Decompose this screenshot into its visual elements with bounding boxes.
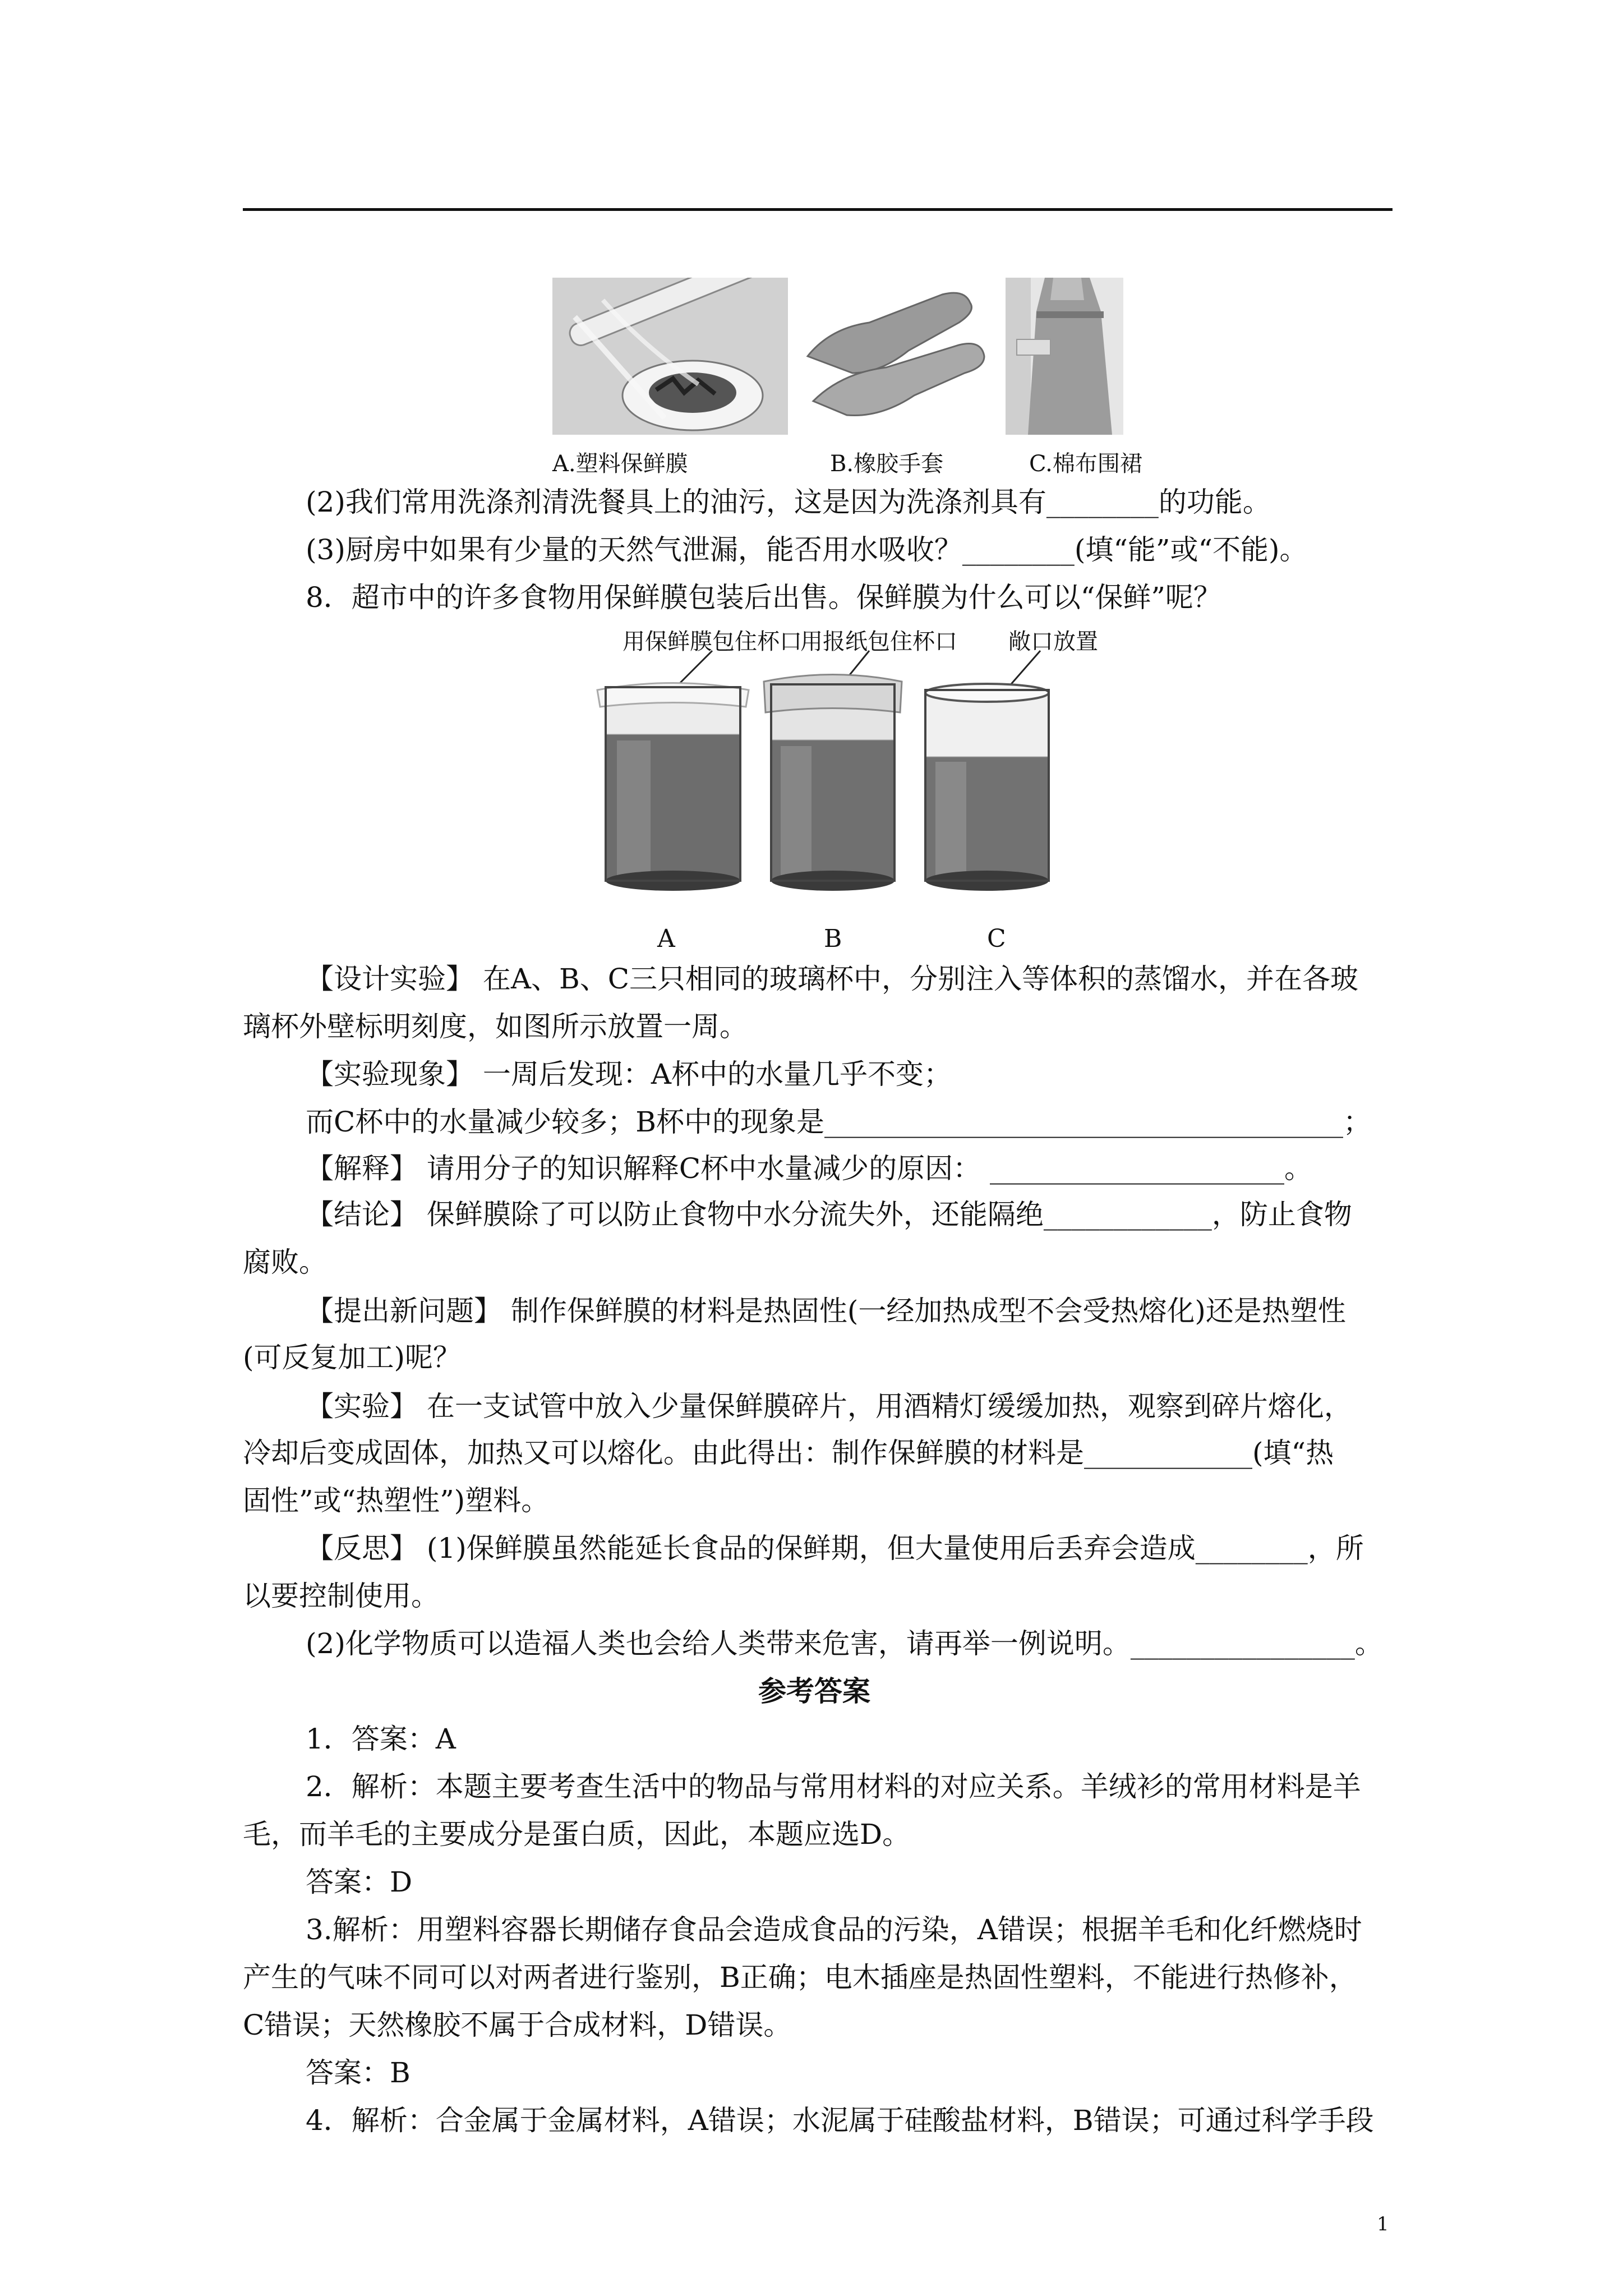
material-photos: [552, 278, 1147, 438]
answer-4-line1: 4．解析：合金属于金属材料，A错误；水泥属于硅酸盐材料，B错误；可通过科学手段: [306, 2104, 1374, 2137]
conclusion-line1: 【结论】 保鲜膜除了可以防止食物中水分流失外，还能隔绝____________，防止食物: [306, 1198, 1352, 1231]
q7-part2: (2)我们常用洗涤剂清洗餐具上的油污，这是因为洗涤剂具有________的功能。: [306, 486, 1271, 518]
reflect-line3: (2)化学物质可以造福人类也会给人类带来危害，请再举一例说明。________________。: [306, 1627, 1383, 1660]
experiment-line3: 固性”或“热塑性”)塑料。: [243, 1484, 550, 1517]
plastic-wrap-photo: [552, 278, 788, 435]
reflect-line2: 以要控制使用。: [243, 1580, 439, 1612]
cups-figure: [583, 645, 1060, 914]
cup-c: [925, 684, 1049, 891]
answer-3-line4: 答案：B: [306, 2056, 411, 2089]
phenomenon-line1: 【实验现象】 一周后发现：A杯中的水量几乎不变；: [306, 1058, 952, 1091]
answer-2-line2: 毛，而羊毛的主要成分是蛋白质，因此，本题应选D。: [243, 1818, 911, 1851]
answer-2-line1: 2．解析：本题主要考查生活中的物品与常用材料的对应关系。羊绒衫的常用材料是羊: [306, 1770, 1361, 1803]
explain-line: 【解释】 请用分子的知识解释C杯中水量减少的原因： _____________________。: [306, 1152, 1313, 1185]
new-question-line1: 【提出新问题】 制作保鲜膜的材料是热固性(一经加热成型不会受热熔化)还是热塑性: [306, 1295, 1346, 1327]
cup-label-c: C: [987, 924, 1006, 953]
answers-title: 参考答案: [758, 1674, 870, 1708]
cup-a: [597, 683, 749, 891]
answer-3-line3: C错误；天然橡胶不属于合成材料，D错误。: [243, 2009, 792, 2041]
cotton-apron-photo: [1006, 278, 1123, 435]
answer-3-line1: 3.解析：用塑料容器长期储存食品会造成食品的污染，A错误；根据羊毛和化纤燃烧时: [306, 1913, 1362, 1946]
q7-part3: (3)厨房中如果有少量的天然气泄漏，能否用水吸收？________(填“能”或“不能)。: [306, 533, 1308, 566]
label-newspaper-covered: 用报纸包住杯口: [800, 629, 957, 655]
design-line1: 【设计实验】 在A、B、C三只相同的玻璃杯中，分别注入等体积的蒸馏水，并在各玻: [306, 963, 1359, 995]
cup-b: [764, 675, 902, 891]
cup-label-b: B: [824, 924, 842, 953]
caption-plastic-wrap: A.塑料保鲜膜: [552, 451, 688, 477]
experiment-line2: 冷却后变成固体，加热又可以熔化。由此得出：制作保鲜膜的材料是____________(填“热: [243, 1437, 1334, 1469]
rubber-gloves-photo: [796, 278, 998, 435]
header-rule: [243, 208, 1393, 211]
answer-1: 1．答案：A: [306, 1723, 456, 1755]
page-number: 1: [1377, 2213, 1389, 2235]
cup-label-a: A: [657, 924, 675, 953]
caption-rubber-gloves: B.橡胶手套: [830, 451, 944, 477]
conclusion-line2: 腐败。: [243, 1246, 327, 1278]
phenomenon-line2: 而C杯中的水量减少较多；B杯中的现象是_____________________________________；: [306, 1106, 1371, 1138]
label-open: 敞口放置: [1008, 629, 1098, 655]
experiment-line1: 【实验】 在一支试管中放入少量保鲜膜碎片，用酒精灯缓缓加热，观察到碎片熔化，: [306, 1390, 1352, 1423]
design-line2: 璃杯外壁标明刻度，如图所示放置一周。: [243, 1010, 748, 1043]
answer-3-line2: 产生的气味不同可以对两者进行鉴别，B正确；电木插座是热固性塑料，不能进行热修补，: [243, 1961, 1357, 1994]
reflect-line1: 【反思】 (1)保鲜膜虽然能延长食品的保鲜期，但大量使用后丢弃会造成________，所: [306, 1532, 1364, 1565]
label-wrap-covered: 用保鲜膜包住杯口: [623, 629, 802, 655]
answer-2-line3: 答案：D: [306, 1866, 413, 1898]
new-question-line2: (可反复加工)呢？: [243, 1341, 462, 1374]
caption-cotton-apron: C.棉布围裙: [1029, 451, 1142, 477]
q8-intro: 8．超市中的许多食物用保鲜膜包装后出售。保鲜膜为什么可以“保鲜”呢？: [306, 581, 1221, 614]
